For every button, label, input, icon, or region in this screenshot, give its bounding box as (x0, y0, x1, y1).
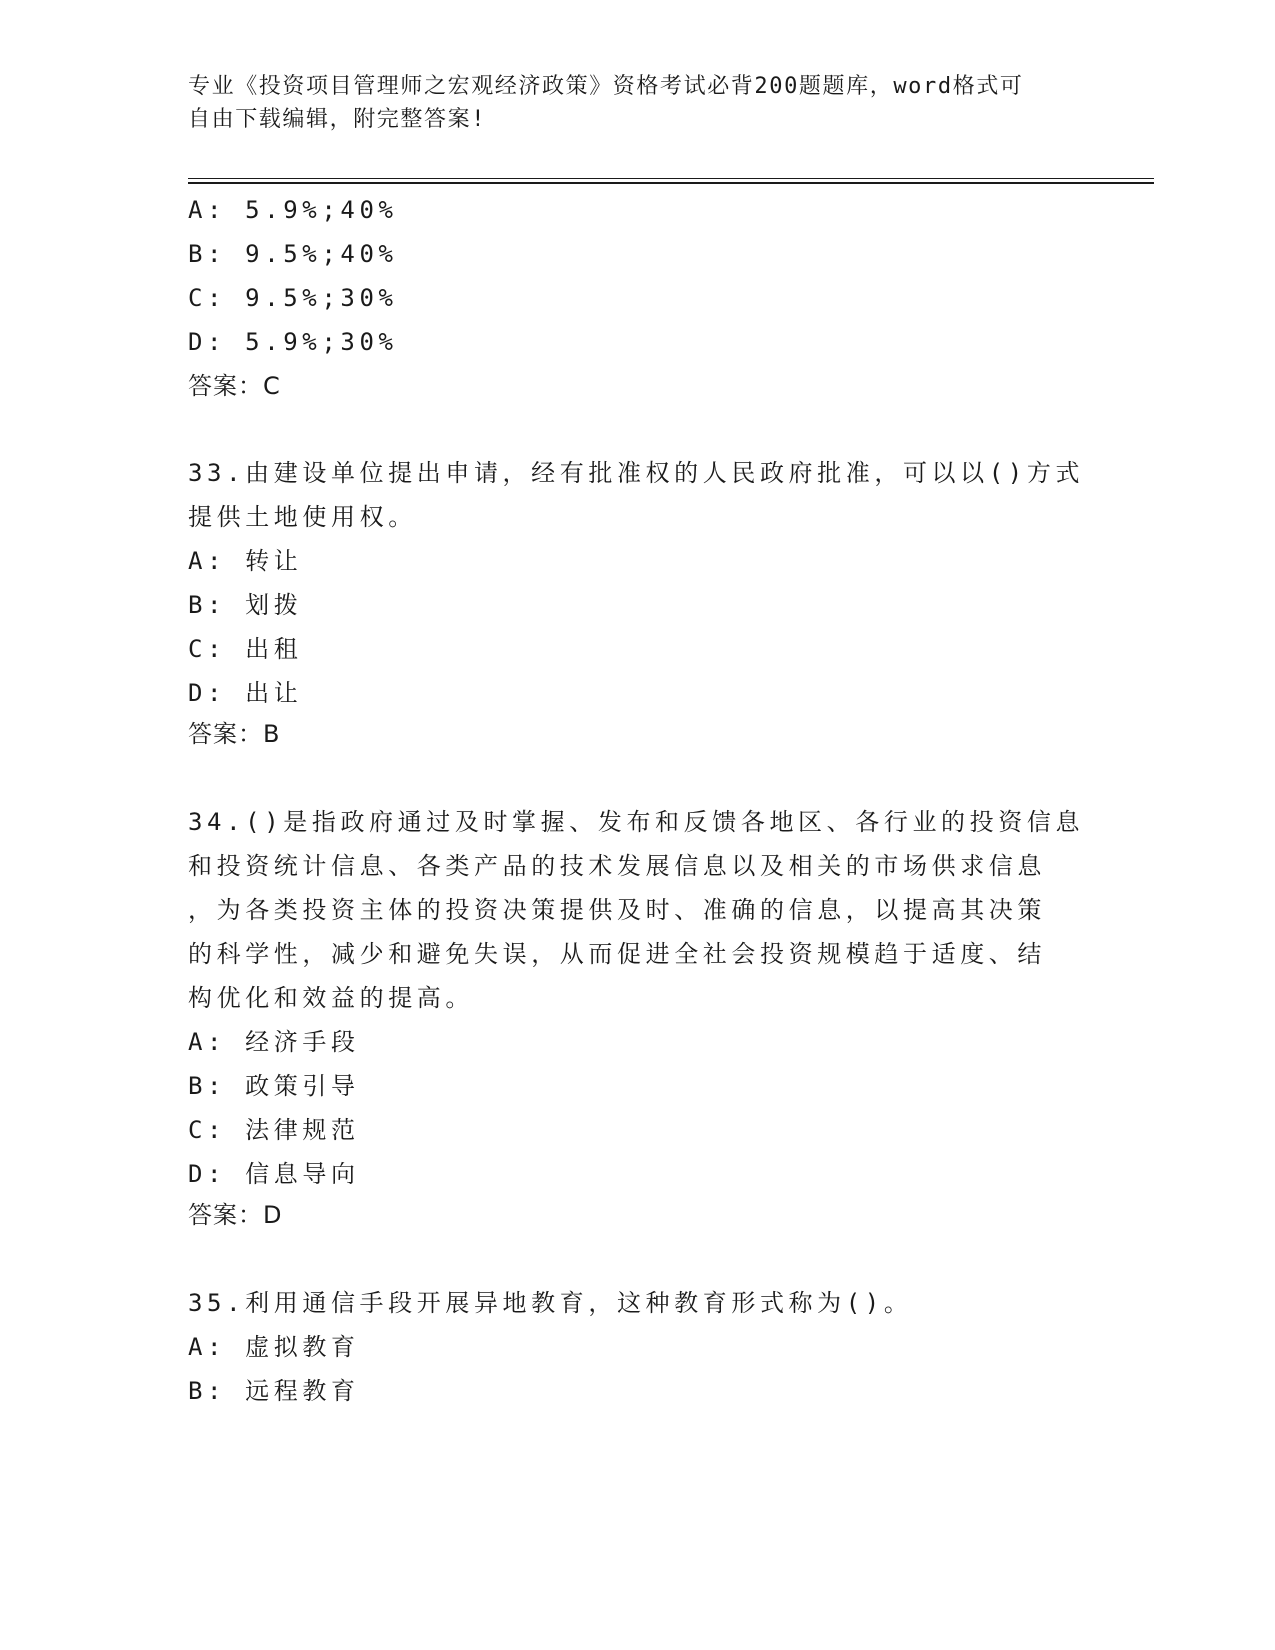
q33-option-c: C: 出租 (188, 635, 303, 663)
q33-option-b: B: 划拨 (188, 591, 303, 619)
q33-stem-line-1: 33.由建设单位提出申请，经有批准权的人民政府批准，可以以()方式 (188, 459, 1085, 487)
q34-stem-line-2: 和投资统计信息、各类产品的技术发展信息以及相关的市场供求信息 (188, 852, 1046, 880)
q34-option-c: C: 法律规范 (188, 1116, 360, 1144)
q32-option-c: C: 9.5%;30% (188, 284, 398, 312)
header-line-2: 自由下载编辑，附完整答案! (188, 107, 487, 132)
q34-stem-line-4: 的科学性，减少和避免失误，从而促进全社会投资规模趋于适度、结 (188, 940, 1046, 968)
q34-option-d: D: 信息导向 (188, 1160, 360, 1188)
q32-option-d: D: 5.9%;30% (188, 328, 398, 356)
q32-option-b: B: 9.5%;40% (188, 240, 398, 268)
header-divider-thin (188, 178, 1154, 179)
q34-stem-line-5: 构优化和效益的提高。 (188, 984, 474, 1012)
q32-answer: 答案：C (188, 372, 281, 400)
q35-option-b: B: 远程教育 (188, 1377, 360, 1405)
q34-answer: 答案：D (188, 1201, 283, 1229)
document-header (188, 70, 1088, 136)
header-line-1: 专业《投资项目管理师之宏观经济政策》资格考试必背200题题库，word格式可 (188, 74, 1024, 99)
q32-option-a: A: 5.9%;40% (188, 196, 398, 224)
q33-answer: 答案：B (188, 720, 281, 748)
q34-stem-line-1: 34.()是指政府通过及时掌握、发布和反馈各地区、各行业的投资信息 (188, 808, 1085, 836)
header-divider-thick (188, 182, 1154, 184)
q34-option-a: A: 经济手段 (188, 1028, 360, 1056)
q35-option-a: A: 虚拟教育 (188, 1333, 360, 1361)
q34-option-b: B: 政策引导 (188, 1072, 360, 1100)
q33-option-a: A: 转让 (188, 547, 303, 575)
q33-stem-line-2: 提供土地使用权。 (188, 503, 417, 531)
q34-stem-line-3: ，为各类投资主体的投资决策提供及时、准确的信息，以提高其决策 (188, 896, 1046, 924)
q35-stem-line-1: 35.利用通信手段开展异地教育，这种教育形式称为()。 (188, 1289, 913, 1317)
q33-option-d: D: 出让 (188, 679, 303, 707)
